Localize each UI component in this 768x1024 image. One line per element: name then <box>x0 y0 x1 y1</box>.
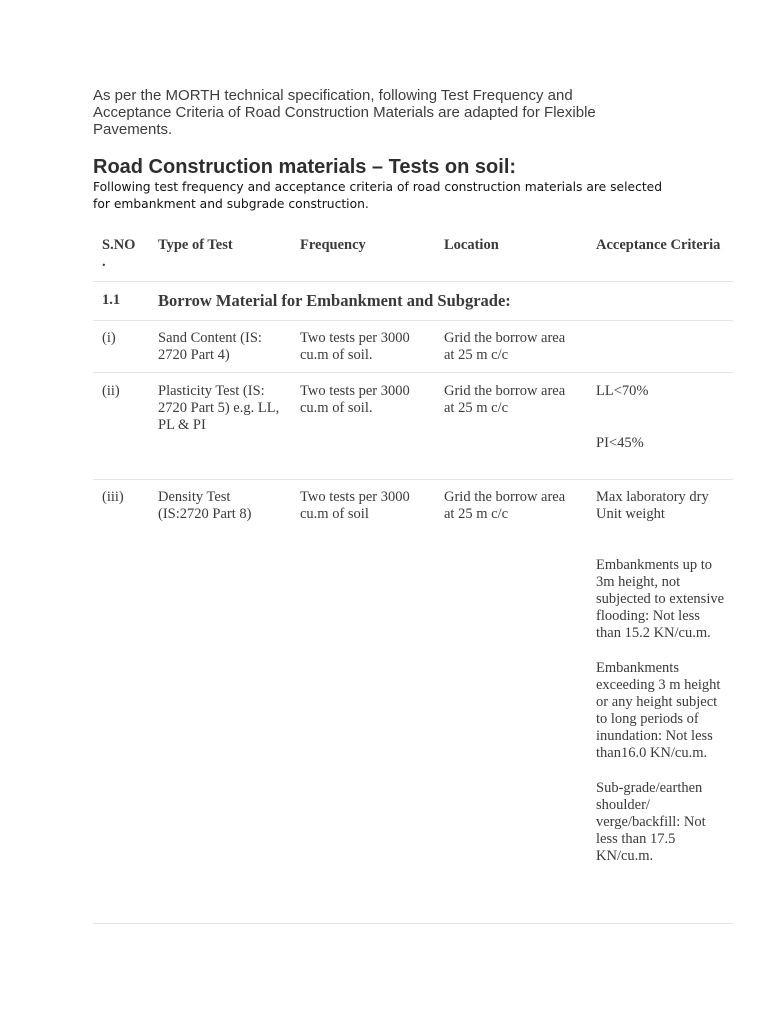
row-location: Grid the borrow area at 25 m c/c <box>444 489 566 522</box>
row-frequency: Two tests per 3000 cu.m of soil. <box>300 383 410 416</box>
header-sno: S.NO . <box>102 237 136 270</box>
document-page <box>93 87 733 924</box>
criteria-line: Embankments up to 3m height, not subjected to extensive flooding: Not less than 15.2 KN/cu.m. <box>596 557 725 641</box>
row-location: Grid the borrow area at 25 m c/c <box>444 383 566 416</box>
header-acceptance-criteria: Acceptance Criteria <box>596 237 721 253</box>
criteria-line: Embankments exceeding 3 m height or any height subject to long periods of inundation: Not less than16.0 KN/cu.m. <box>596 660 721 761</box>
row-type-of-test: Density Test (IS:2720 Part 8) <box>158 489 252 522</box>
row-frequency: Two tests per 3000 cu.m of soil <box>300 489 410 522</box>
criteria-line: Sub-grade/earthen shoulder/ verge/backfill: Not less than 17.5 KN/cu.m. <box>596 780 706 864</box>
test-criteria-table <box>93 237 733 924</box>
table-row <box>93 321 733 373</box>
row-acceptance-criteria <box>587 321 733 373</box>
row-acceptance-criteria <box>587 480 733 924</box>
criteria-line: LL<70% <box>596 383 649 399</box>
row-type-of-test: Plasticity Test (IS: 2720 Part 5) e.g. LL, PL & PI <box>158 383 280 433</box>
row-sno: (iii) <box>102 489 124 505</box>
header-type-of-test: Type of Test <box>158 237 233 253</box>
table-row <box>93 373 733 480</box>
section-heading: Road Construction materials – Tests on soil: <box>93 156 517 178</box>
criteria-line: PI<45% <box>596 435 644 451</box>
row-location: Grid the borrow area at 25 m c/c <box>444 330 566 363</box>
row-sno: (ii) <box>102 383 120 399</box>
section-subheading: Following test frequency and acceptance criteria of road construction materials are selected for embankment and subgrade construction. <box>93 180 663 211</box>
header-frequency: Frequency <box>300 237 366 253</box>
table-header-row <box>93 237 733 282</box>
table-row <box>93 480 733 924</box>
row-acceptance-criteria <box>587 373 733 480</box>
row-sno: (i) <box>102 330 116 346</box>
header-location: Location <box>444 237 499 253</box>
section-title: Borrow Material for Embankment and Subgrade: <box>158 291 511 310</box>
row-frequency: Two tests per 3000 cu.m of soil. <box>300 330 410 363</box>
section-row <box>93 282 733 321</box>
criteria-line: Max laboratory dry Unit weight <box>596 489 709 522</box>
section-number: 1.1 <box>102 292 121 308</box>
intro-paragraph: As per the MORTH technical specification, following Test Frequency and Acceptance Criteria of Road Construction Materials are adapted for Flexible Pavements. <box>93 87 596 138</box>
row-type-of-test: Sand Content (IS: 2720 Part 4) <box>158 330 262 363</box>
